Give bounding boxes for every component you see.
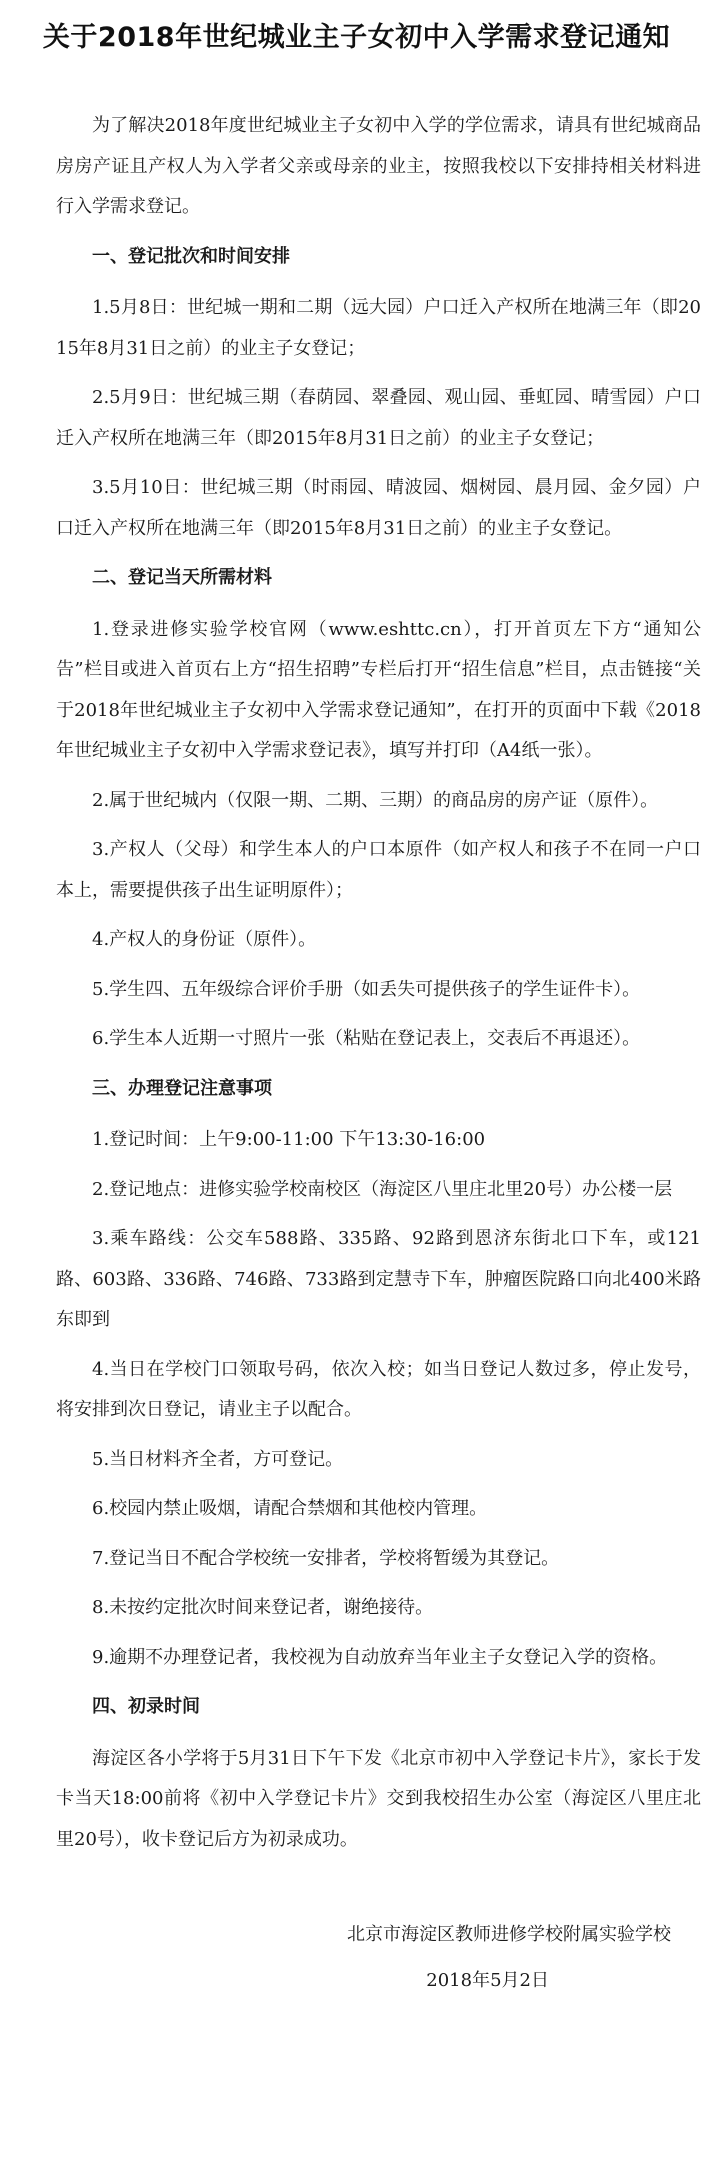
list-item: 9.逾期不办理登记者，我校视为自动放弃当年业主子女登记入学的资格。	[92, 1646, 668, 1668]
section-heading: 三、办理登记注意事项	[92, 1077, 272, 1099]
section-heading: 一、登记批次和时间安排	[92, 245, 290, 267]
list-item: 5.学生四、五年级综合评价手册（如丢失可提供孩子的学生证件卡）。	[92, 978, 641, 1000]
list-item: 1.登记时间：上午9:00-11:00 下午13:30-16:00	[92, 1129, 486, 1150]
section-1	[56, 237, 701, 550]
list-item: 3.5月10日：世纪城三期（时雨园、晴波园、烟树园、晨月园、金夕园）户口迁入产权所在地满三年（即2015年8月31日之前）的业主子女登记。	[56, 477, 701, 539]
list-item: 2.属于世纪城内（仅限一期、二期、三期）的商品房的房产证（原件）。	[92, 789, 659, 811]
list-item: 3.乘车路线：公交车588路、335路、92路到恩济东街北口下车，或121路、603路、336路、746路、733路到定慧寺下车，肿瘤医院路口向北400米路东即到	[56, 1228, 701, 1330]
signature-block	[56, 1912, 701, 2004]
section-heading: 四、初录时间	[92, 1696, 200, 1717]
list-item: 海淀区各小学将于5月31日下午下发《北京市初中入学登记卡片》，家长于发卡当天18:00前将《初中入学登记卡片》交到我校招生办公室（海淀区八里庄北里20号），收卡登记后方为初录成功。	[56, 1747, 701, 1850]
section-heading: 二、登记当天所需材料	[92, 567, 272, 588]
signature-date: 2018年5月2日	[426, 1970, 549, 1991]
list-item: 1.5月8日：世纪城一期和二期（远大园）户口迁入产权所在地满三年（即2015年8月31日之前）的业主子女登记；	[56, 297, 701, 359]
intro-paragraph: 为了解决2018年度世纪城业主子女初中入学的学位需求，请具有世纪城商品房房产证且产权人为入学者父亲或母亲的业主，按照我校以下安排持相关材料进行入学需求登记。	[56, 115, 701, 217]
list-item: 4.产权人的身份证（原件）。	[92, 929, 317, 950]
list-item: 5.当日材料齐全者，方可登记。	[92, 1448, 344, 1470]
notice-body	[56, 106, 701, 2004]
section-2	[56, 558, 701, 1060]
page-title: 关于2018年世纪城业主子女初中入学需求登记通知	[42, 22, 671, 53]
signature-org: 北京市海淀区教师进修学校附属实验学校	[347, 1924, 671, 1945]
list-item: 1.登录进修实验学校官网（www.eshttc.cn），打开首页左下方“通知公告”栏目或进入首页右上方“招生招聘”专栏后打开“招生信息”栏目，点击链接“关于2018年世纪城业主子女初中入学需求登记通知”，在打开的页面中下载《2018年世纪城业主子女初中入学需求登记表》，填写并打印（A4纸一张）。	[56, 618, 701, 761]
list-item: 4.当日在学校门口领取号码，依次入校；如当日登记人数过多，停止发号，将安排到次日登记，请业主子以配合。	[56, 1358, 701, 1420]
section-4	[56, 1687, 701, 1860]
list-item: 2.5月9日：世纪城三期（春荫园、翠叠园、观山园、垂虹园、晴雪园）户口迁入产权所在地满三年（即2015年8月31日之前）的业主子女登记；	[56, 387, 701, 449]
list-item: 6.校园内禁止吸烟，请配合禁烟和其他校内管理。	[92, 1498, 488, 1519]
list-item: 3.产权人（父母）和学生本人的户口本原件（如产权人和孩子不在同一户口本上，需要提供孩子出生证明原件）；	[56, 839, 701, 901]
section-3	[56, 1069, 701, 1679]
list-item: 7.登记当日不配合学校统一安排者，学校将暂缓为其登记。	[92, 1547, 560, 1569]
list-item: 2.登记地点：进修实验学校南校区（海淀区八里庄北里20号）办公楼一层	[92, 1178, 673, 1200]
list-item: 6.学生本人近期一寸照片一张（粘贴在登记表上，交表后不再退还）。	[92, 1028, 641, 1049]
list-item: 8.未按约定批次时间来登记者，谢绝接待。	[92, 1597, 434, 1618]
